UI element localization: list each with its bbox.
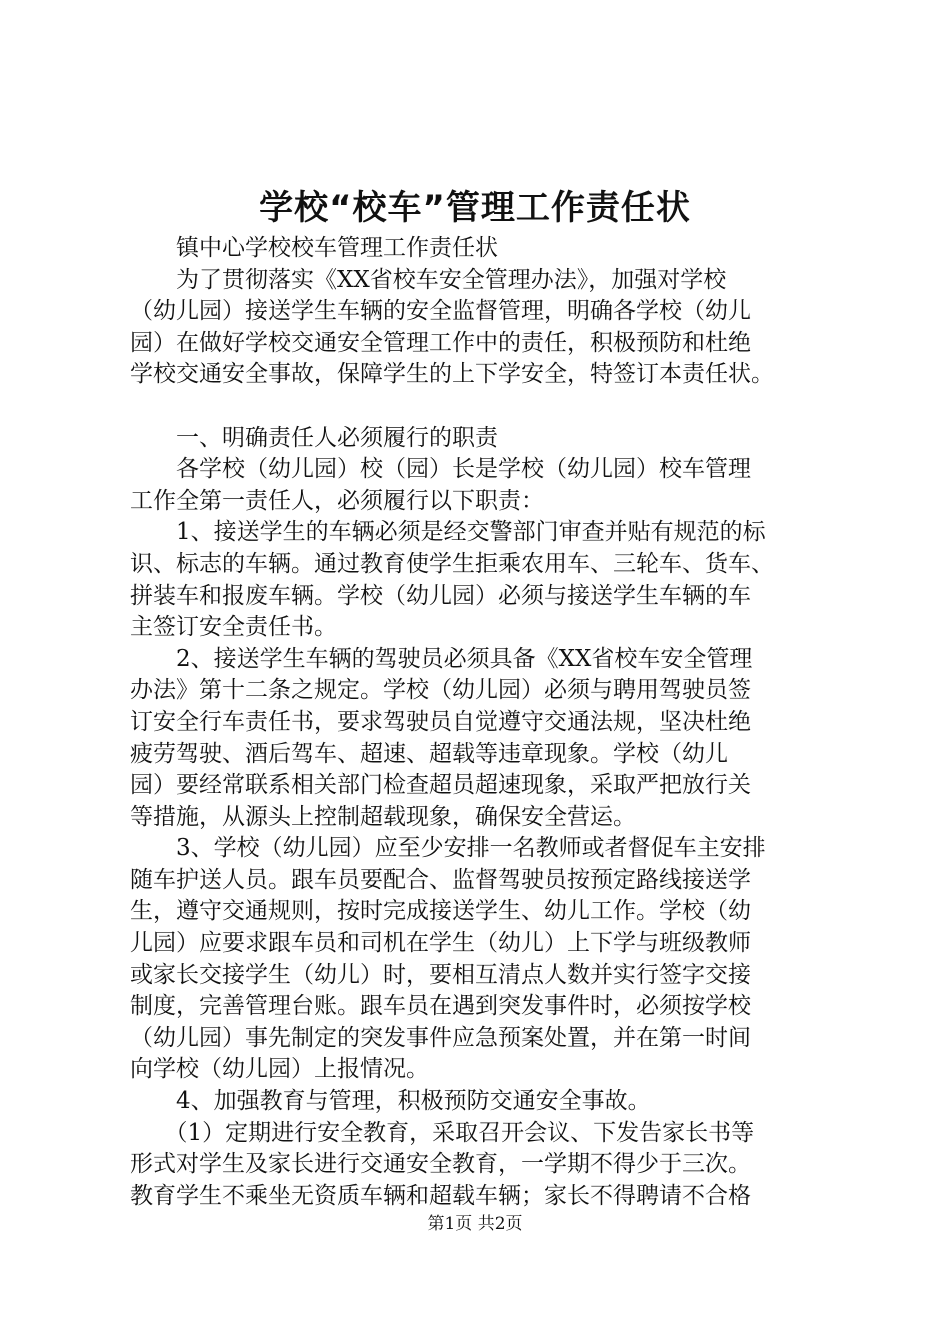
- body-text-line: 等措施，从源头上控制超载现象，确保安全营运。: [130, 803, 636, 830]
- body-text-line: 为了贯彻落实《XX省校车安全管理办法》，加强对学校: [130, 266, 727, 293]
- body-text-line: 学校交通安全事故，保障学生的上下学安全，特签订本责任状。: [130, 361, 774, 388]
- body-text-line: （1）定期进行安全教育，采取召开会议、下发告家长书等: [130, 1119, 755, 1146]
- body-text-line: 订安全行车责任书，要求驾驶员自觉遵守交通法规，坚决杜绝: [130, 708, 751, 735]
- blank-line: [130, 391, 835, 423]
- body-text-line: 识、标志的车辆。通过教育使学生拒乘农用车、三轮车、货车、: [130, 550, 774, 577]
- document-title: 学校“校车”管理工作责任状: [259, 188, 691, 228]
- body-text-line: 各学校（幼儿园）校（园）长是学校（幼儿园）校车管理: [130, 456, 751, 483]
- body-text-line: 或家长交接学生（幼儿）时，要相互清点人数并实行签字交接: [130, 961, 751, 988]
- body-text-line: 生，遵守交通规则，按时完成接送学生、幼儿工作。学校（幼: [130, 898, 751, 925]
- body-text-line: 教育学生不乘坐无资质车辆和超载车辆；家长不得聘请不合格: [130, 1182, 751, 1209]
- body-text-line: 向学校（幼儿园）上报情况。: [130, 1056, 429, 1083]
- body-text-line: 办法》第十二条之规定。学校（幼儿园）必须与聘用驾驶员签: [130, 677, 751, 704]
- body-text-line: 园）要经常联系相关部门检查超员超速现象，采取严把放行关: [130, 772, 751, 799]
- body-text-line: 制度，完善管理台账。跟车员在遇到突发事件时，必须按学校: [130, 993, 751, 1020]
- body-text-line: （幼儿园）接送学生车辆的安全监督管理，明确各学校（幼儿: [130, 298, 751, 325]
- body-text-line: 形式对学生及家长进行交通安全教育，一学期不得少于三次。: [130, 1151, 751, 1178]
- body-text-line: 镇中心学校校车管理工作责任状: [130, 235, 498, 261]
- body-text-line: 主签订安全责任书。: [130, 614, 337, 641]
- body-text-line: 1、接送学生的车辆必须是经交警部门审查并贴有规范的标: [130, 519, 766, 546]
- body-text-line: 疲劳驾驶、酒后驾车、超速、超载等违章现象。学校（幼儿: [130, 740, 728, 767]
- document-body: [130, 233, 835, 1212]
- body-text-line: 4、加强教育与管理，积极预防交通安全事故。: [130, 1088, 651, 1115]
- body-text-line: 园）在做好学校交通安全管理工作中的责任，积极预防和杜绝: [130, 329, 751, 356]
- body-text-line: 工作全第一责任人，必须履行以下职责：: [130, 487, 544, 514]
- body-text-line: 拼装车和报废车辆。学校（幼儿园）必须与接送学生车辆的车: [130, 582, 751, 609]
- body-text-line: 2、接送学生车辆的驾驶员必须具备《XX省校车安全管理: [130, 645, 753, 672]
- page-footer: 第1页 共2页: [427, 1214, 523, 1234]
- body-text-line: （幼儿园）事先制定的突发事件应急预案处置，并在第一时间: [130, 1024, 751, 1051]
- body-text-line: 一、明确责任人必须履行的职责: [130, 424, 498, 451]
- body-text-line: 3、学校（幼儿园）应至少安排一名教师或者督促车主安排: [130, 835, 766, 862]
- body-text-line: 随车护送人员。跟车员要配合、监督驾驶员按预定路线接送学: [130, 866, 751, 893]
- body-text-line: 儿园）应要求跟车员和司机在学生（幼儿）上下学与班级教师: [130, 930, 751, 957]
